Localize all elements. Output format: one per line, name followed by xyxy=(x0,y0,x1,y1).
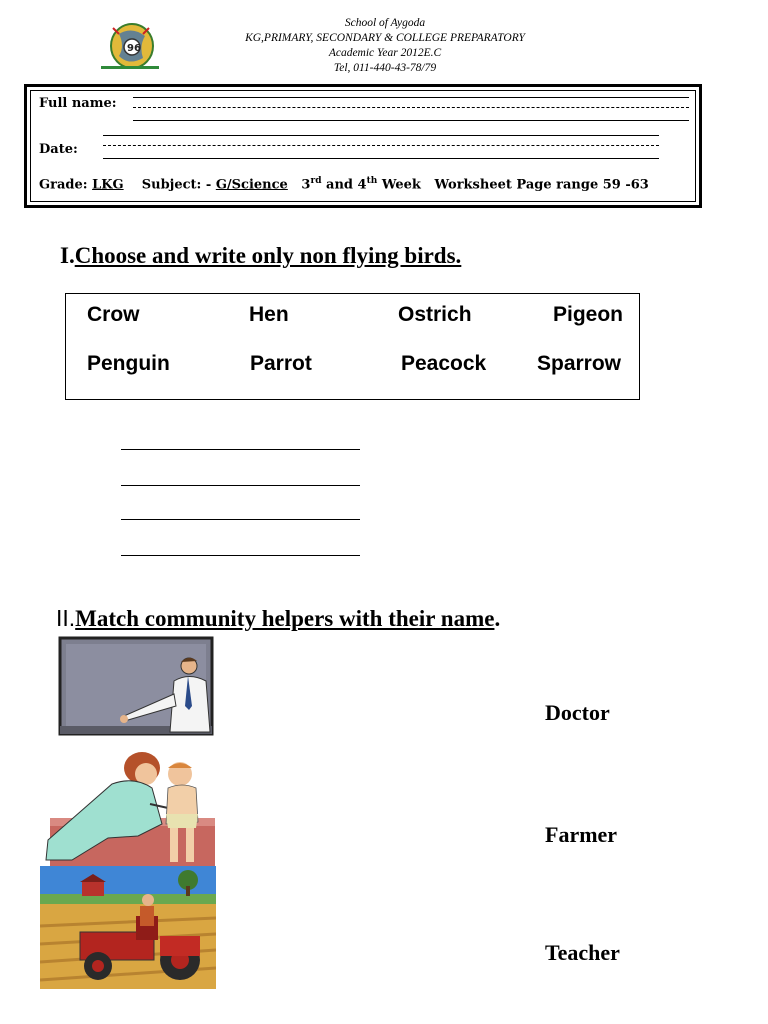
answer-farmer[interactable]: Farmer xyxy=(545,822,618,847)
bird-word-box xyxy=(65,293,640,400)
grade-value: LKG xyxy=(92,177,124,193)
bird-word: Pigeon xyxy=(553,303,624,326)
full-name-dashed-line[interactable] xyxy=(133,107,689,108)
school-telephone: Tel, 011-440-43-78/79 xyxy=(333,62,437,74)
date-label: Date: xyxy=(39,142,78,157)
section1-number: I. xyxy=(60,243,75,268)
subject-value: G/Science xyxy=(215,177,288,193)
week-four-suffix: th xyxy=(366,176,378,186)
section2-heading xyxy=(56,605,500,632)
svg-text:96: 96 xyxy=(127,43,141,54)
answer-teacher[interactable]: Teacher xyxy=(545,940,620,965)
school-logo xyxy=(99,22,161,74)
grade-label: Grade: xyxy=(39,177,88,193)
bird-word: Hen xyxy=(249,303,289,326)
school-name: School of Aygoda xyxy=(344,17,426,29)
bird-word: Sparrow xyxy=(537,352,622,375)
school-header xyxy=(200,16,570,76)
week-three: 3 xyxy=(301,177,311,193)
date-dashed-line[interactable] xyxy=(103,145,659,146)
page-range: Worksheet Page range 59 -63 xyxy=(434,177,649,193)
grade-subject-row xyxy=(39,176,649,192)
answer-line[interactable] xyxy=(121,449,360,450)
full-name-label: Full name: xyxy=(39,96,117,111)
answer-line[interactable] xyxy=(121,519,360,520)
section1-heading xyxy=(60,243,461,269)
bird-word: Penguin xyxy=(87,352,170,375)
answer-line[interactable] xyxy=(121,555,360,556)
farmer-picture[interactable] xyxy=(40,866,216,989)
week-three-suffix: rd xyxy=(310,176,322,186)
section2-instruction: Match community helpers with their name xyxy=(75,606,495,631)
answer-line[interactable] xyxy=(121,485,360,486)
full-name-line-top xyxy=(133,97,689,98)
bird-word: Crow xyxy=(87,303,140,326)
full-name-line-bottom xyxy=(133,120,689,121)
bird-word: Ostrich xyxy=(398,303,472,326)
answer-doctor[interactable]: Doctor xyxy=(545,700,610,725)
bird-word: Parrot xyxy=(250,352,312,375)
teacher-picture[interactable] xyxy=(58,636,214,736)
date-line-top xyxy=(103,135,659,136)
week-label: Week xyxy=(381,177,421,193)
date-line-bottom xyxy=(103,158,659,159)
academic-year: Academic Year 2012E.C xyxy=(328,47,442,59)
week-and-four: and 4 xyxy=(326,177,367,193)
section1-instruction: Choose and write only non flying birds. xyxy=(74,243,462,268)
school-levels: KG,PRIMARY, SECONDARY & COLLEGE PREPARATORY xyxy=(245,32,525,44)
doctor-picture[interactable] xyxy=(42,744,215,866)
section2-punctuation: . xyxy=(494,606,501,631)
subject-label: Subject: - xyxy=(141,177,212,193)
section2-number: II. xyxy=(56,605,76,631)
bird-word: Peacock xyxy=(401,352,487,375)
